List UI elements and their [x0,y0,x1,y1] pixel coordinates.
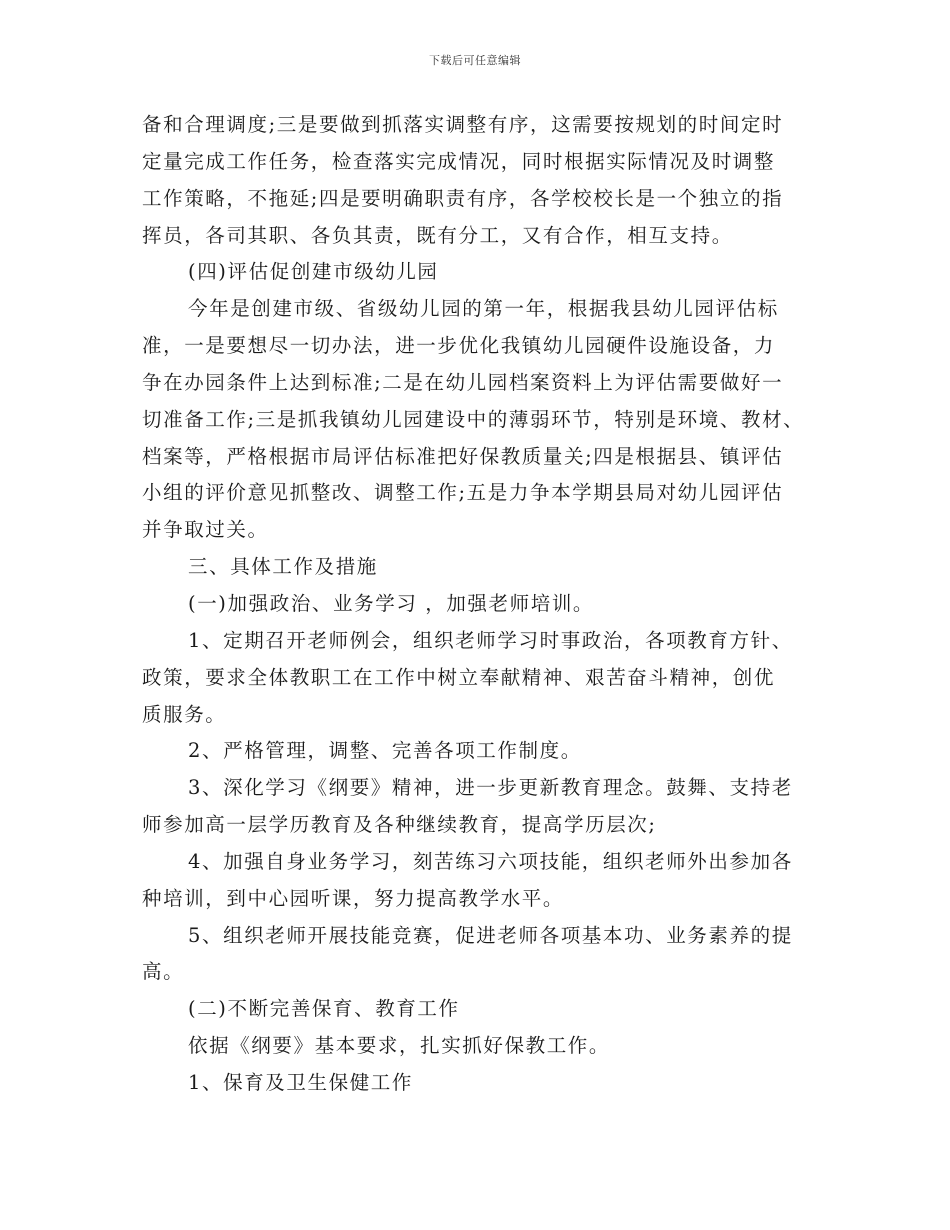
list-item-start: 3、深化学习《纲要》精神，进一步更新教育理念。鼓舞、支持老 [188,776,793,800]
text-line: 准，一是要想尽一切办法，进一步优化我镇幼儿园硬件设施设备，力 [142,334,776,358]
page-header-note: 下载后可任意编辑 [429,54,521,67]
paragraph-start: 今年是创建市级、省级幼儿园的第一年，根据我县幼儿园评估标 [188,297,779,321]
text-line: 政策，要求全体教职工在工作中树立奉献精神、艰苦奋斗精神，创优 [142,665,776,689]
section-heading: (四)评估促创建市级幼儿园 [188,260,439,284]
text-line: 工作策略，不拖延;四是要明确职责有序，各学校校长是一个独立的指 [142,186,784,210]
text-line: 质服务。 [142,702,227,726]
list-item-start: 2、严格管理，调整、完善各项工作制度。 [188,739,582,763]
subsection-heading: (二)不断完善保育、教育工作 [188,997,460,1021]
text-line: 定量完成工作任务，检查落实完成情况，同时根据实际情况及时调整 [142,149,776,173]
list-item-start: 5、组织老师开展技能竞赛，促进老师各项基本功、业务素养的提 [188,923,793,947]
subsection-heading: (一)加强政治、业务学习 ，加强老师培训。 [188,591,595,615]
paragraph-start: 依据《纲要》基本要求，扎实抓好保教工作。 [188,1034,611,1058]
text-line: 师参加高一层学历教育及各种继续教育，提高学历层次; [142,813,657,837]
text-line: 切准备工作;三是抓我镇幼儿园建设中的薄弱环节，特别是环境、教材、 [142,407,805,431]
text-line: 争在办园条件上达到标准;二是在幼儿园档案资料上为评估需要做好一 [142,370,784,394]
section-heading: 三、具体工作及措施 [188,555,378,579]
text-line: 档案等，严格根据市局评估标准把好保教质量关;四是根据县、镇评估 [142,444,784,468]
text-line: 挥员，各司其职、各负其责，既有分工，又有合作，相互支持。 [142,223,733,247]
text-line: 备和合理调度;三是要做到抓落实调整有序，这需要按规划的时间定时 [142,113,784,136]
list-item-start: 1、定期召开老师例会，组织老师学习时事政治，各项教育方针、 [188,628,793,652]
list-item-start: 4、加强自身业务学习，刻苦练习六项技能，组织老师外出参加各 [188,849,793,873]
text-line: 种培训，到中心园听课，努力提高教学水平。 [142,886,565,910]
document-body [142,107,822,1102]
text-line: 高。 [142,960,185,984]
list-item-start: 1、保育及卫生保健工作 [188,1070,414,1094]
text-line: 小组的评价意见抓整改、调整工作;五是力争本学期县局对幼儿园评估 [142,481,784,505]
text-line: 并争取过关。 [142,518,269,542]
